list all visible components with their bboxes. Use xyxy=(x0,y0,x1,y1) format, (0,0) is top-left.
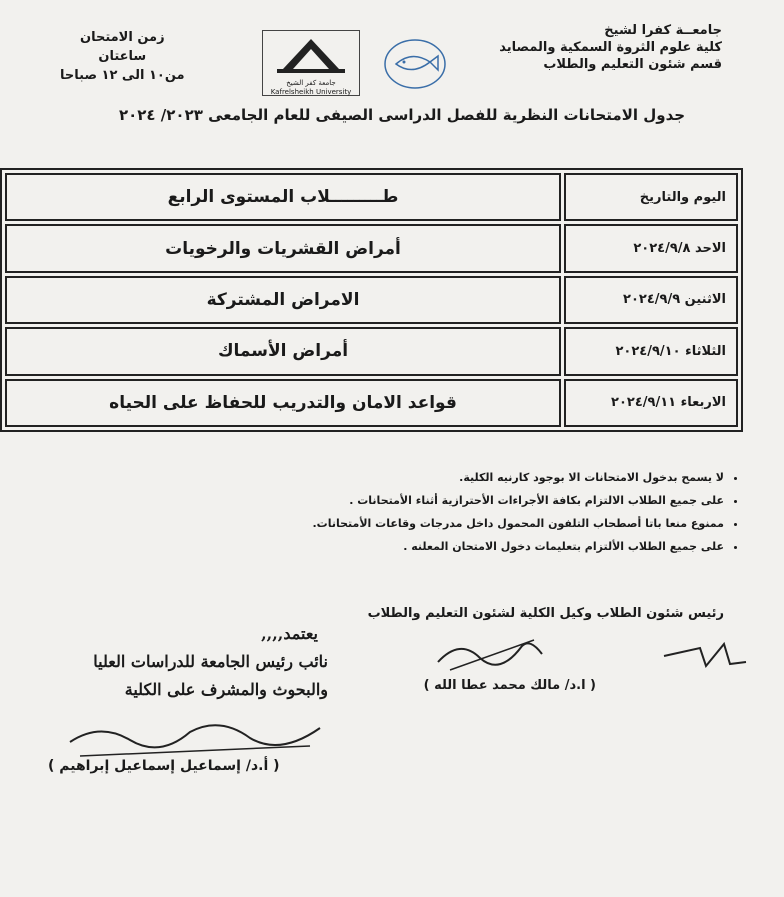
exam-subject: الامراض المشتركة xyxy=(5,276,561,324)
approver-title-1: نائب رئيس الجامعة للدراسات العليا xyxy=(93,652,328,671)
university-logo-text: جامعة كفر الشيخ xyxy=(286,79,336,87)
list-item: • على جميع الطلاب الالتزام بكافة الأجراءات الأحترازية أثناء الأمتحانات . xyxy=(164,489,724,512)
faculty-name: كلية علوم الثروة السمكية والمصايد xyxy=(499,40,722,55)
exam-schedule-table xyxy=(0,168,743,432)
day-date-header: اليوم والتاريخ xyxy=(564,173,738,221)
approver-name: ( أ.د/ إسماعيل إسماعيل إبراهيم ) xyxy=(48,758,280,774)
exam-subject: أمراض القشريات والرخويات xyxy=(5,224,561,272)
approver-title-2: والبحوث والمشرف على الكلية xyxy=(124,680,328,699)
table-row xyxy=(5,224,738,272)
exam-time-header xyxy=(60,28,185,85)
exam-date: الاثنين ٢٠٢٤/٩/٩ xyxy=(564,276,738,324)
handwritten-signature xyxy=(430,632,550,678)
university-name: جامعــة كفرا لشيخ xyxy=(604,23,722,38)
list-item: • ممنوع منعا باتا أصطحاب التلفون المحمول داخل مدرجات وقاعات الأمتحانات. xyxy=(164,512,724,535)
list-item: • لا يسمح بدخول الامتحانات الا بوجود كارنيه الكلية. xyxy=(164,466,724,489)
table-row xyxy=(5,276,738,324)
department-name: قسم شئون التعليم والطلاب xyxy=(543,57,722,72)
exam-duration: ساعتان xyxy=(98,49,147,64)
table-row xyxy=(5,379,738,427)
handwritten-signature xyxy=(660,636,750,672)
exam-date: الاحد ٢٠٢٤/٩/٨ xyxy=(564,224,738,272)
approval-label: يعتمد,,,, xyxy=(261,624,318,643)
exam-subject: قواعد الامان والتدريب للحفاظ على الحياه xyxy=(5,379,561,427)
handwritten-signature xyxy=(60,712,330,762)
exam-date: الاربعاء ٢٠٢٤/٩/١١ xyxy=(564,379,738,427)
schedule-title: جدول الامتحانات النظرية للفصل الدراسى الصيفى للعام الجامعى ٢٠٢٣/ ٢٠٢٤ xyxy=(118,106,686,124)
list-item: • على جميع الطلاب الألتزام بتعليمات دخول الامتحان المعلنه . xyxy=(164,535,724,558)
faculty-header xyxy=(499,22,722,73)
university-logo-text-en: Kafrelsheikh University xyxy=(270,88,352,96)
signature-titles-right: رئيس شئون الطلاب وكيل الكلية لشئون التعليم والطلاب xyxy=(367,606,724,621)
university-logo xyxy=(262,30,360,96)
level-header: طـــــــــلاب المستوى الرابع xyxy=(5,173,561,221)
exam-subject: أمراض الأسماك xyxy=(5,327,561,375)
approval-block xyxy=(38,620,328,704)
exam-hours: من١٠ الى ١٢ صباحا xyxy=(60,68,185,83)
table-row xyxy=(5,327,738,375)
exam-date: الثلاثاء ٢٠٢٤/٩/١٠ xyxy=(564,327,738,375)
exam-time-label: زمن الامتحان xyxy=(79,30,165,45)
exam-rules-list xyxy=(164,466,744,558)
faculty-logo xyxy=(382,34,448,92)
table-header-row xyxy=(5,173,738,221)
signatory-name-right: ( ا.د/ مالك محمد عطا الله ) xyxy=(423,678,596,693)
ship-icon xyxy=(263,31,359,75)
